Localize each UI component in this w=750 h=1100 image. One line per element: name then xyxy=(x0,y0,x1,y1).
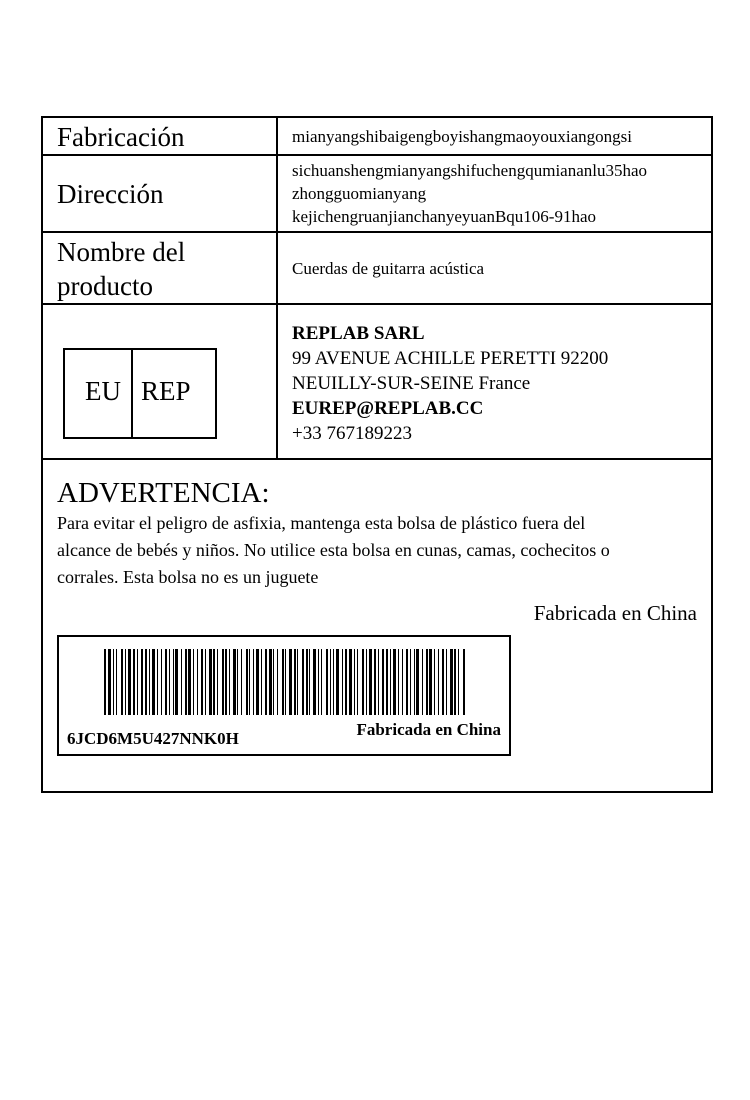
barcode-bar xyxy=(133,649,135,715)
barcode-bar xyxy=(141,649,143,715)
barcode-bar xyxy=(454,649,456,715)
address-row xyxy=(43,156,711,233)
barcode-bar xyxy=(393,649,396,715)
barcode-bar xyxy=(426,649,428,715)
barcode-bar xyxy=(302,649,304,715)
barcode-bar xyxy=(463,649,465,715)
barcode-bar xyxy=(326,649,328,715)
barcode-bar xyxy=(330,649,331,715)
barcode-bar xyxy=(246,649,248,715)
barcode-bar xyxy=(342,649,343,715)
barcode-bar xyxy=(410,649,411,715)
barcode-bar xyxy=(354,649,355,715)
barcode-bar xyxy=(121,649,123,715)
barcode-bar xyxy=(321,649,322,715)
barcode-bar xyxy=(345,649,347,715)
ec-rep-details xyxy=(292,321,608,446)
product-label xyxy=(41,116,713,793)
barcode-bar xyxy=(386,649,388,715)
barcode-bar xyxy=(241,649,242,715)
barcode-bar xyxy=(378,649,379,715)
barcode-bar xyxy=(205,649,206,715)
ec-rep-company: REPLAB SARL xyxy=(292,323,425,344)
ec-rep-address-line-2: NEUILLY-SUR-SEINE France xyxy=(292,373,531,394)
barcode-bar xyxy=(434,649,435,715)
barcode-bar xyxy=(157,649,158,715)
warning-title: ADVERTENCIA: xyxy=(57,477,270,509)
product-value: Cuerdas de guitarra acústica xyxy=(292,259,485,278)
manufacturer-row xyxy=(43,118,711,156)
barcode-made-in: Fabricada en China xyxy=(356,720,501,739)
barcode-bar xyxy=(175,649,178,715)
barcode-bar xyxy=(289,649,292,715)
barcode-code: 6JCD6M5U427NNK0H xyxy=(67,729,239,748)
barcode-bar xyxy=(390,649,391,715)
barcode-bar xyxy=(145,649,147,715)
barcode-bar xyxy=(414,649,415,715)
barcode-bar xyxy=(261,649,262,715)
barcode-bar xyxy=(374,649,376,715)
barcode-bar xyxy=(306,649,308,715)
barcode-bar xyxy=(438,649,439,715)
barcode-bar xyxy=(209,649,212,715)
ec-rep-phone: +33 767189223 xyxy=(292,423,412,444)
ec-rep-symbol-eu: EU xyxy=(85,376,121,406)
barcode-bar xyxy=(422,649,423,715)
product-heading-line-1: Nombre del xyxy=(57,237,186,267)
barcode-bar xyxy=(429,649,432,715)
barcode-bar xyxy=(366,649,367,715)
product-heading-line-2: producto xyxy=(57,271,153,301)
address-line-1: sichuanshengmianyangshifuchengqumiananlu35hao xyxy=(292,161,648,180)
barcode-bar xyxy=(137,649,138,715)
barcode-bar xyxy=(265,649,267,715)
warning-line-1: Para evitar el peligro de asfixia, mantenga esta bolsa de plástico fuera del xyxy=(57,513,586,533)
barcode-bar xyxy=(125,649,126,715)
barcode-bar xyxy=(416,649,419,715)
barcode-bar xyxy=(113,649,114,715)
barcode-bar xyxy=(294,649,296,715)
barcode-bar xyxy=(297,649,298,715)
barcode-bar xyxy=(256,649,259,715)
barcode-bar xyxy=(213,649,215,715)
barcode-bar xyxy=(104,649,106,715)
barcode-bar xyxy=(217,649,218,715)
ec-rep-row xyxy=(43,305,711,460)
address-line-3: kejichengruanjianchanyeyuanBqu106-91hao xyxy=(292,207,597,226)
barcode-bar xyxy=(237,649,238,715)
warning-line-3: corrales. Esta bolsa no es un juguete xyxy=(57,567,319,587)
address-value-cell xyxy=(278,156,711,231)
barcode-bar xyxy=(349,649,352,715)
address-heading-cell xyxy=(43,156,278,231)
barcode-bar xyxy=(249,649,250,715)
manufacturer-heading: Fabricación xyxy=(57,122,185,152)
ec-rep-symbol-cell xyxy=(43,305,278,458)
barcode-bar xyxy=(253,649,254,715)
barcode-bar xyxy=(229,649,230,715)
ec-rep-symbol-rep: REP xyxy=(141,376,191,406)
barcode-bar xyxy=(273,649,274,715)
barcode-bar xyxy=(282,649,284,715)
manufacturer-value-cell xyxy=(278,118,711,154)
barcode-bar xyxy=(402,649,403,715)
barcode-bar xyxy=(193,649,194,715)
ec-rep-email: EUREP@REPLAB.CC xyxy=(292,398,484,419)
barcode-bar xyxy=(313,649,316,715)
barcode-image xyxy=(104,649,466,715)
barcode-bar xyxy=(185,649,187,715)
barcode-bar xyxy=(336,649,339,715)
barcode-bar xyxy=(458,649,459,715)
warning-text xyxy=(57,510,697,591)
barcode-bar xyxy=(201,649,203,715)
barcode-bar xyxy=(333,649,334,715)
barcode-bar xyxy=(169,649,170,715)
address-line-2: zhongguomianyang xyxy=(292,184,427,203)
barcode-bar xyxy=(108,649,111,715)
barcode-bar xyxy=(222,649,224,715)
ec-rep-address-line-1: 99 AVENUE ACHILLE PERETTI 92200 xyxy=(292,348,609,369)
barcode-bar xyxy=(173,649,174,715)
manufacturer-value: mianyangshibaigengboyishangmaoyouxiangongsi xyxy=(292,127,632,146)
barcode-bar xyxy=(161,649,162,715)
address-heading: Dirección xyxy=(57,179,164,209)
product-value-cell xyxy=(278,233,711,303)
barcode-bar xyxy=(406,649,408,715)
product-row xyxy=(43,233,711,305)
barcode-bar xyxy=(188,649,191,715)
barcode-bar xyxy=(269,649,272,715)
barcode-bar xyxy=(128,649,131,715)
warning-line-2: alcance de bebés y niños. No utilice esta bolsa en cunas, camas, cochecitos o xyxy=(57,540,610,560)
barcode-bar xyxy=(285,649,286,715)
barcode-bar xyxy=(181,649,182,715)
ec-rep-symbol-divider xyxy=(131,350,133,437)
barcode-bar xyxy=(446,649,447,715)
barcode-label xyxy=(57,635,511,756)
barcode-bar xyxy=(318,649,319,715)
barcode-bar xyxy=(197,649,198,715)
made-in-text: Fabricada en China xyxy=(533,601,697,625)
barcode-bar xyxy=(165,649,167,715)
barcode-bar xyxy=(357,649,358,715)
ec-rep-symbol xyxy=(63,348,217,439)
barcode-bar xyxy=(149,649,150,715)
address-value xyxy=(292,159,647,228)
warning-section xyxy=(43,460,711,791)
barcode-bar xyxy=(233,649,236,715)
ec-rep-details-cell xyxy=(278,305,711,458)
barcode-bar xyxy=(450,649,453,715)
barcode-bar xyxy=(116,649,117,715)
product-heading xyxy=(57,235,185,303)
manufacturer-heading-cell xyxy=(43,118,278,154)
barcode-bar xyxy=(398,649,399,715)
barcode-bar xyxy=(152,649,155,715)
barcode-bar xyxy=(369,649,372,715)
barcode-bar xyxy=(382,649,384,715)
product-heading-cell xyxy=(43,233,278,303)
barcode-bar xyxy=(442,649,444,715)
barcode-bar xyxy=(309,649,310,715)
barcode-bar xyxy=(225,649,227,715)
barcode-bar xyxy=(277,649,278,715)
barcode-bar xyxy=(362,649,364,715)
